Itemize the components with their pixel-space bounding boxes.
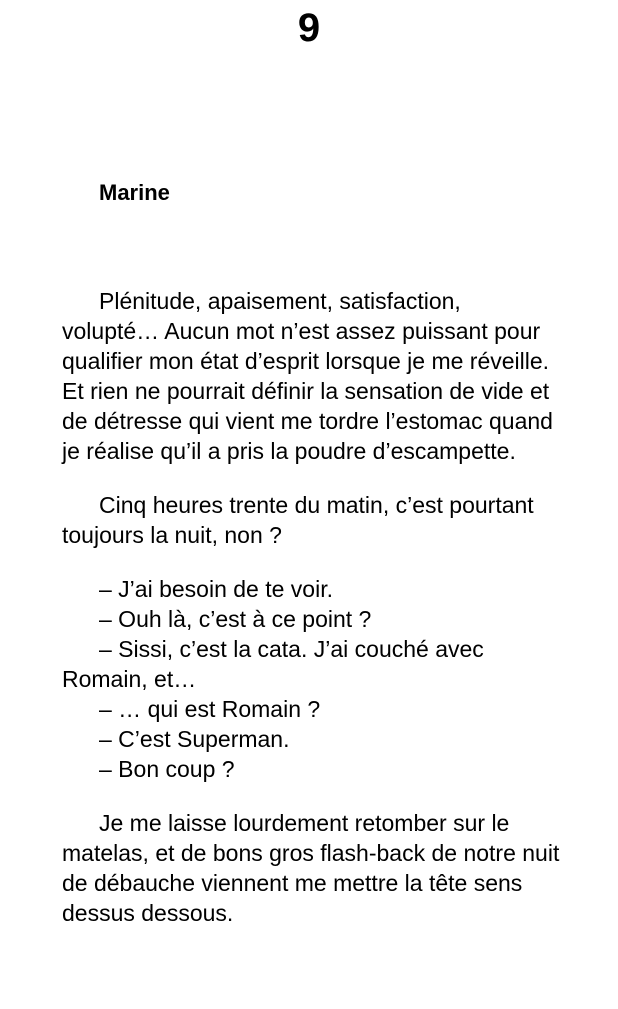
chapter-body: [62, 286, 562, 928]
dialogue-line: – Sissi, c’est la cata. J’ai couché avec Romain, et…: [62, 636, 484, 692]
paragraph: Cinq heures trente du matin, c’est pourtant toujours la nuit, non ?: [62, 492, 534, 548]
dialogue-line: – Ouh là, c’est à ce point ?: [99, 606, 372, 632]
paragraph: Je me laisse lourdement retomber sur le matelas, et de bons gros flash-back de notre nuit de débauche viennent me mettre la tête sens dessus dessous.: [62, 810, 560, 926]
dialogue-line: – C’est Superman.: [99, 726, 290, 752]
dialogue-line: – Bon coup ?: [99, 756, 235, 782]
dialogue-line: – … qui est Romain ?: [99, 696, 321, 722]
chapter-title: Marine: [99, 180, 170, 205]
dialogue-block: [62, 574, 562, 784]
paragraph: Plénitude, apaisement, satisfaction, volupté… Aucun mot n’est assez puissant pour qualifier mon état d’esprit lorsque je me réveille. Et rien ne pourrait définir la sensation de vide et de détresse qui vient me tordre l’estomac quand je réalise qu’il a pris la poudre d’escampette.: [62, 288, 553, 464]
dialogue-line: – J’ai besoin de te voir.: [99, 576, 333, 602]
chapter-number: 9: [297, 6, 321, 50]
